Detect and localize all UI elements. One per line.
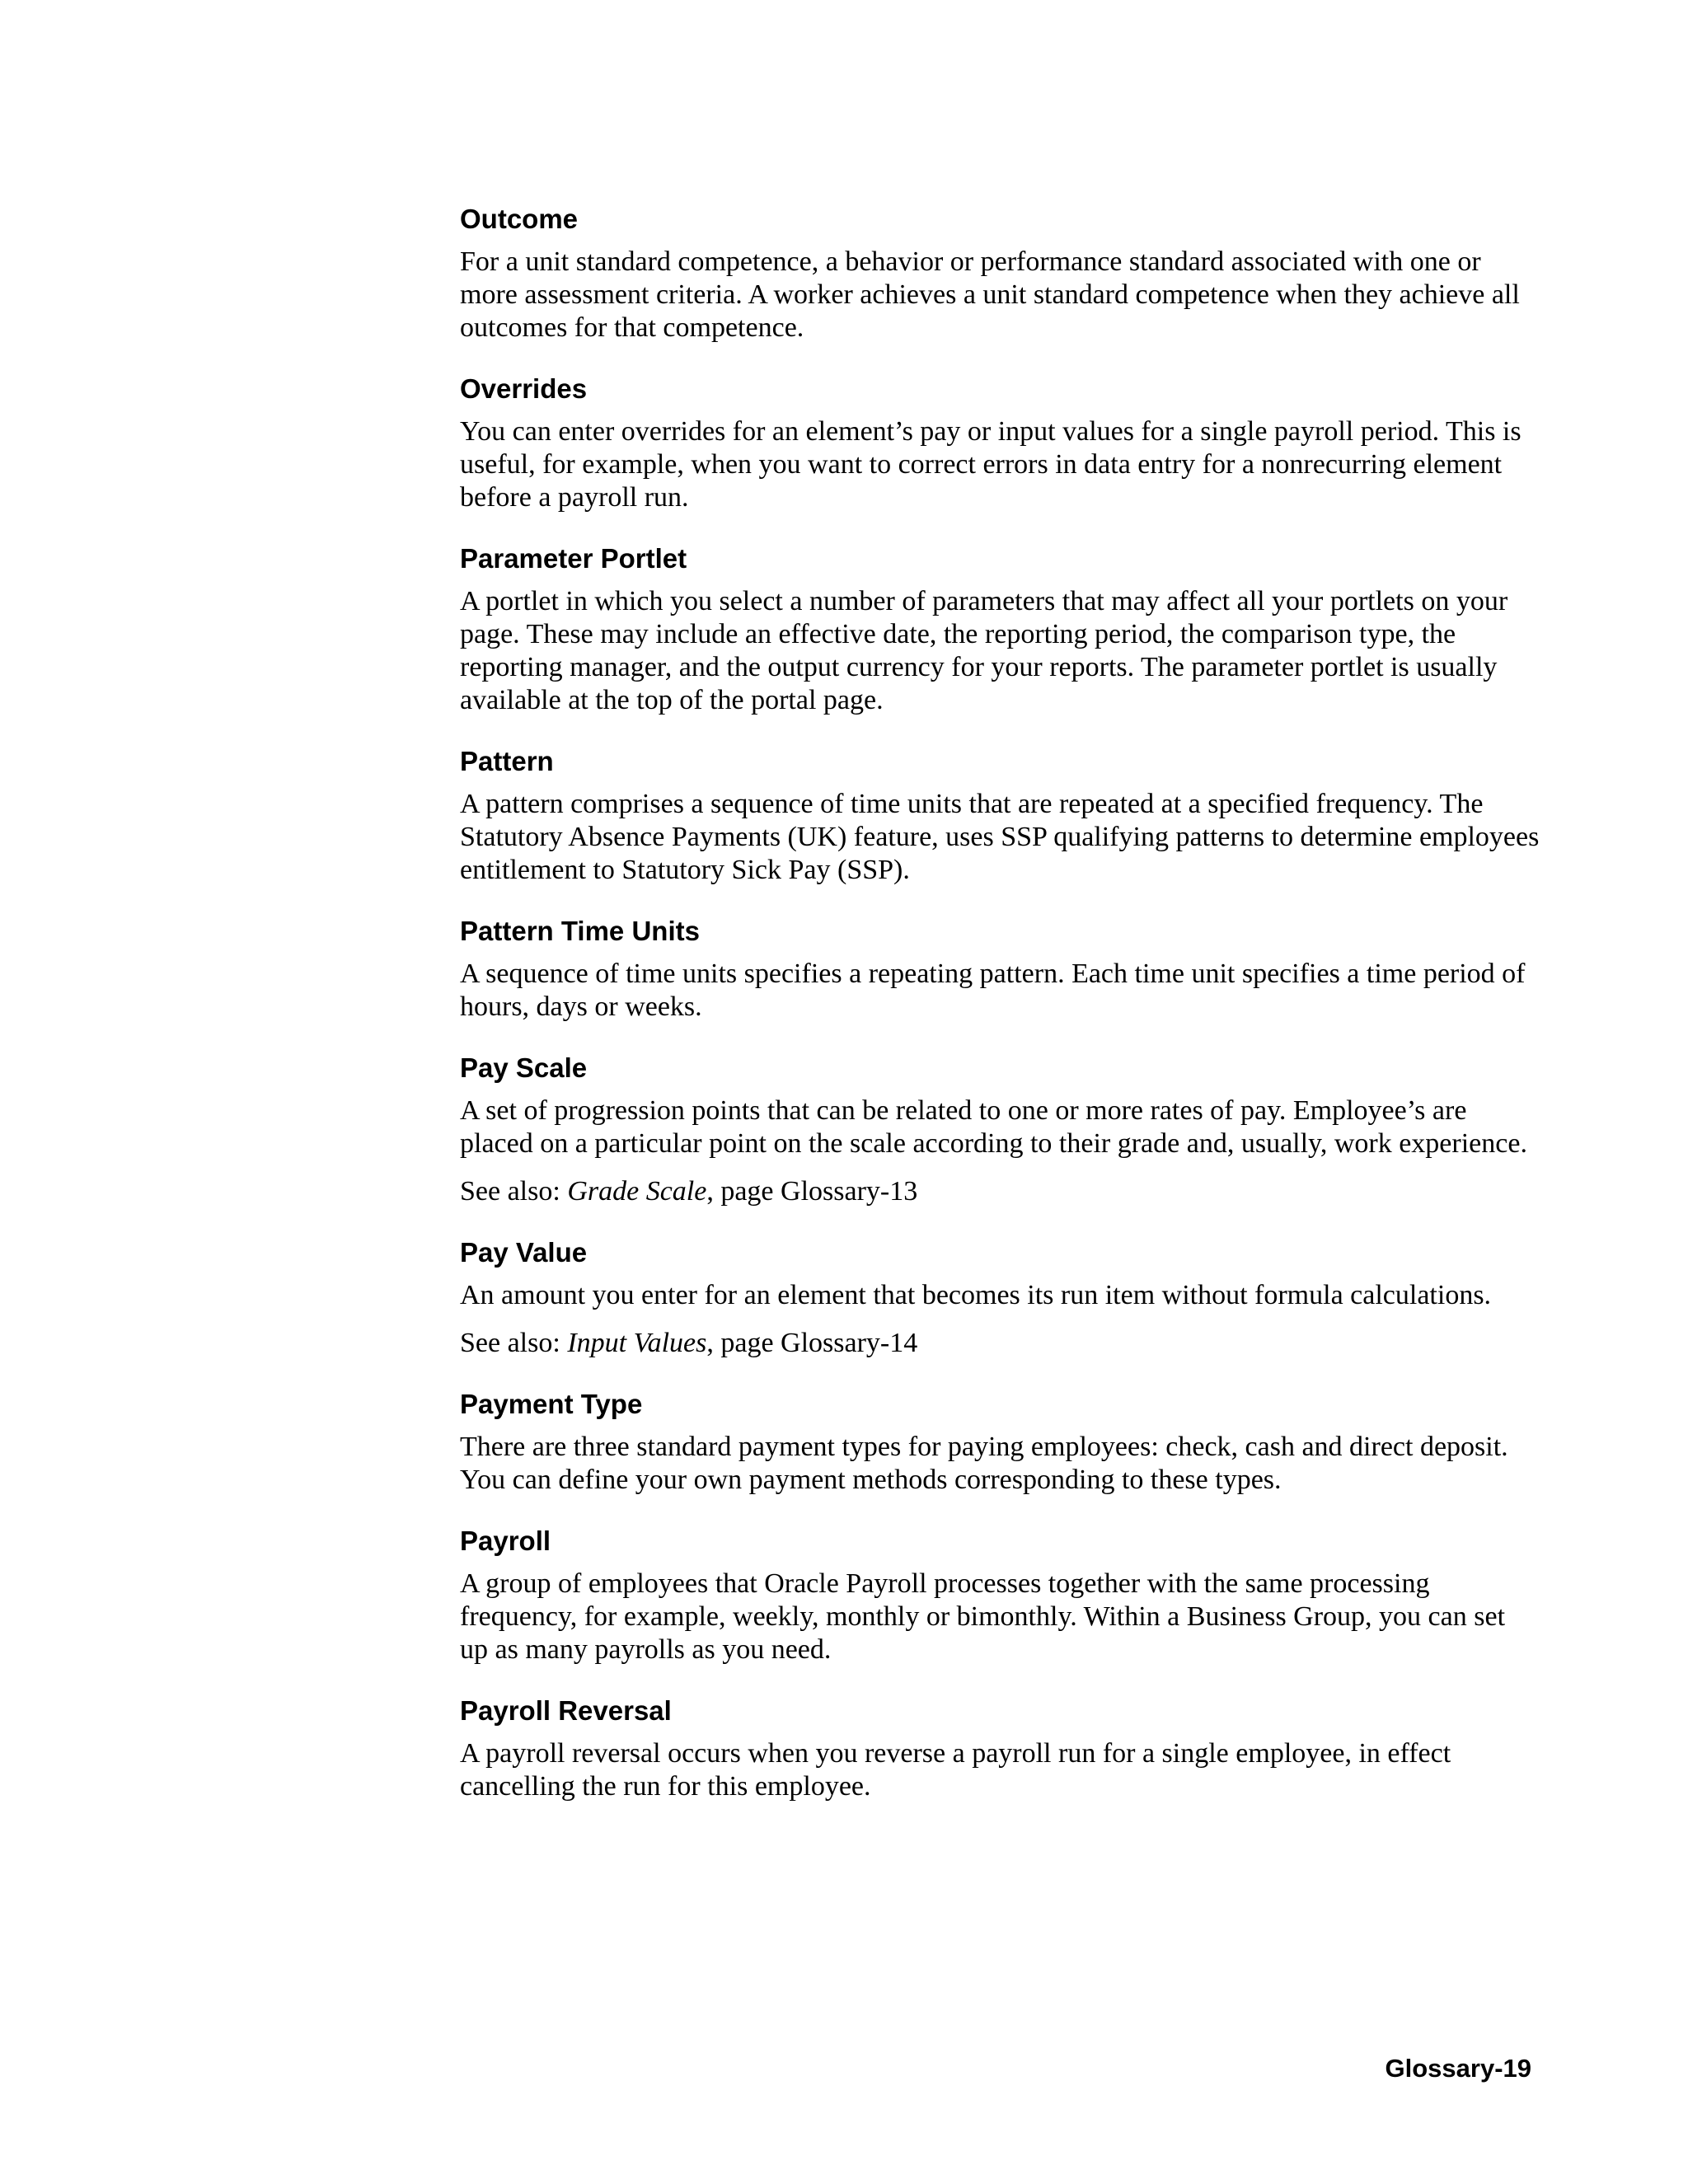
see-also-prefix: See also: — [460, 1176, 568, 1207]
glossary-term: Outcome — [460, 204, 579, 234]
glossary-term: Payment Type — [460, 1389, 643, 1419]
glossary-term: Payroll — [460, 1526, 551, 1556]
glossary-definition: A group of employees that Oracle Payroll processes together with the same processing frequency, for example, weekly, monthly or bimonthly. Within a Business Group, you can set up as many payrolls as you need. — [460, 1568, 1506, 1665]
glossary-term: Pattern Time Units — [460, 916, 700, 946]
see-also-page: , page Glossary-13 — [706, 1176, 918, 1207]
see-also-link[interactable]: Input Values — [567, 1328, 707, 1358]
glossary-content — [460, 203, 1540, 1831]
glossary-entry-outcome — [460, 203, 1540, 344]
glossary-entry-pattern — [460, 745, 1540, 887]
glossary-entry-payroll-reversal — [460, 1694, 1540, 1803]
glossary-entry-pay-scale — [460, 1052, 1540, 1208]
see-also-reference — [460, 1327, 1540, 1360]
glossary-entry-payment-type — [460, 1388, 1540, 1497]
glossary-term: Pay Value — [460, 1237, 588, 1268]
glossary-definition: For a unit standard competence, a behavior or performance standard associated with one or more assessment criteria. A worker achieves a unit standard competence when they achieve all outcomes for that competence. — [460, 246, 1520, 343]
glossary-definition: A sequence of time units specifies a repeating pattern. Each time unit specifies a time period of hours, days or weeks. — [460, 958, 1526, 1022]
see-also-page: , page Glossary-14 — [706, 1328, 918, 1358]
glossary-definition: An amount you enter for an element that becomes its run item without formula calculations. — [460, 1280, 1492, 1310]
glossary-definition: There are three standard payment types for paying employees: check, cash and direct deposit. You can define your own payment methods corresponding to these types. — [460, 1432, 1508, 1495]
glossary-entry-pattern-time-units — [460, 915, 1540, 1024]
glossary-definition: A portlet in which you select a number of parameters that may affect all your portlets on your page. These may include an effective date, the reporting period, the comparison type, the reporting manager, and the output currency for your reports. The parameter portlet is usually available at the top of the portal page. — [460, 586, 1508, 715]
glossary-definition: You can enter overrides for an element’s pay or input values for a single payroll period. This is useful, for example, when you want to correct errors in data entry for a nonrecurring element before a payroll run. — [460, 416, 1522, 513]
glossary-definition: A set of progression points that can be related to one or more rates of pay. Employee’s are placed on a particular point on the scale according to their grade and, usually, work experience. — [460, 1095, 1527, 1159]
see-also-link[interactable]: Grade Scale — [567, 1176, 707, 1207]
glossary-entry-pay-value — [460, 1236, 1540, 1360]
see-also-reference — [460, 1175, 1540, 1208]
glossary-definition: A pattern comprises a sequence of time units that are repeated at a specified frequency. The Statutory Absence Payments (UK) feature, uses SSP qualifying patterns to determine employees entitlement to Statutory Sick Pay (SSP). — [460, 789, 1540, 885]
glossary-term: Overrides — [460, 373, 588, 404]
glossary-term: Payroll Reversal — [460, 1695, 672, 1726]
glossary-term: Pay Scale — [460, 1052, 588, 1083]
glossary-entry-parameter-portlet — [460, 542, 1540, 717]
glossary-entry-payroll — [460, 1525, 1540, 1666]
glossary-term: Parameter Portlet — [460, 543, 687, 574]
page-number: Glossary-19 — [1385, 2054, 1531, 2083]
glossary-definition: A payroll reversal occurs when you reverse a payroll run for a single employee, in effect cancelling the run for this employee. — [460, 1738, 1451, 1802]
glossary-term: Pattern — [460, 746, 554, 776]
glossary-entry-overrides — [460, 373, 1540, 514]
see-also-prefix: See also: — [460, 1328, 568, 1358]
